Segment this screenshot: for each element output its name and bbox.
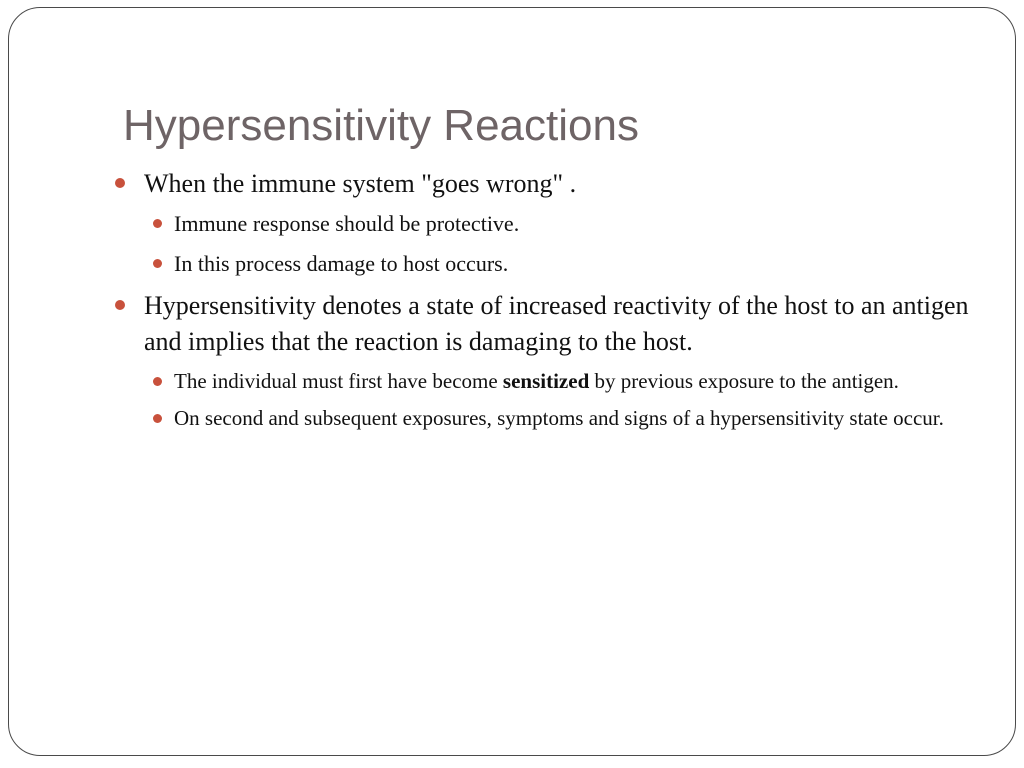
sub-bullet-item [174, 403, 974, 434]
sub-bullet-text-after: by previous exposure to the antigen. [589, 369, 899, 393]
emphasis-sensitized: sensitized [502, 369, 590, 393]
bullet-dot-icon [153, 414, 162, 423]
slide-title: Hypersensitivity Reactions [123, 101, 639, 150]
bullet-item [144, 288, 974, 360]
sub-bullet-text: Immune response should be protective. [174, 211, 520, 236]
bullet-text: When the immune system "goes wrong" . [144, 169, 577, 198]
sub-bullet-item [174, 248, 974, 279]
sub-bullet-text: On second and subsequent exposures, symptoms and signs of a hypersensitivity state occur. [174, 406, 944, 430]
bullet-dot-icon [115, 300, 125, 310]
bullet-text: Hypersensitivity denotes a state of increased reactivity of the host to an antigen and implies that the reaction is damaging to the host. [144, 291, 969, 356]
bullet-list [144, 166, 974, 440]
bullet-dot-icon [115, 178, 125, 188]
sub-bullet-text: In this process damage to host occurs. [174, 251, 509, 276]
sub-bullet-text-before: The individual must first have become [174, 369, 503, 393]
bullet-item [144, 166, 974, 202]
sub-bullet-item [174, 366, 974, 397]
bullet-dot-icon [153, 377, 162, 386]
bullet-dot-icon [153, 259, 162, 268]
sub-bullet-item [174, 208, 974, 239]
bullet-dot-icon [153, 219, 162, 228]
